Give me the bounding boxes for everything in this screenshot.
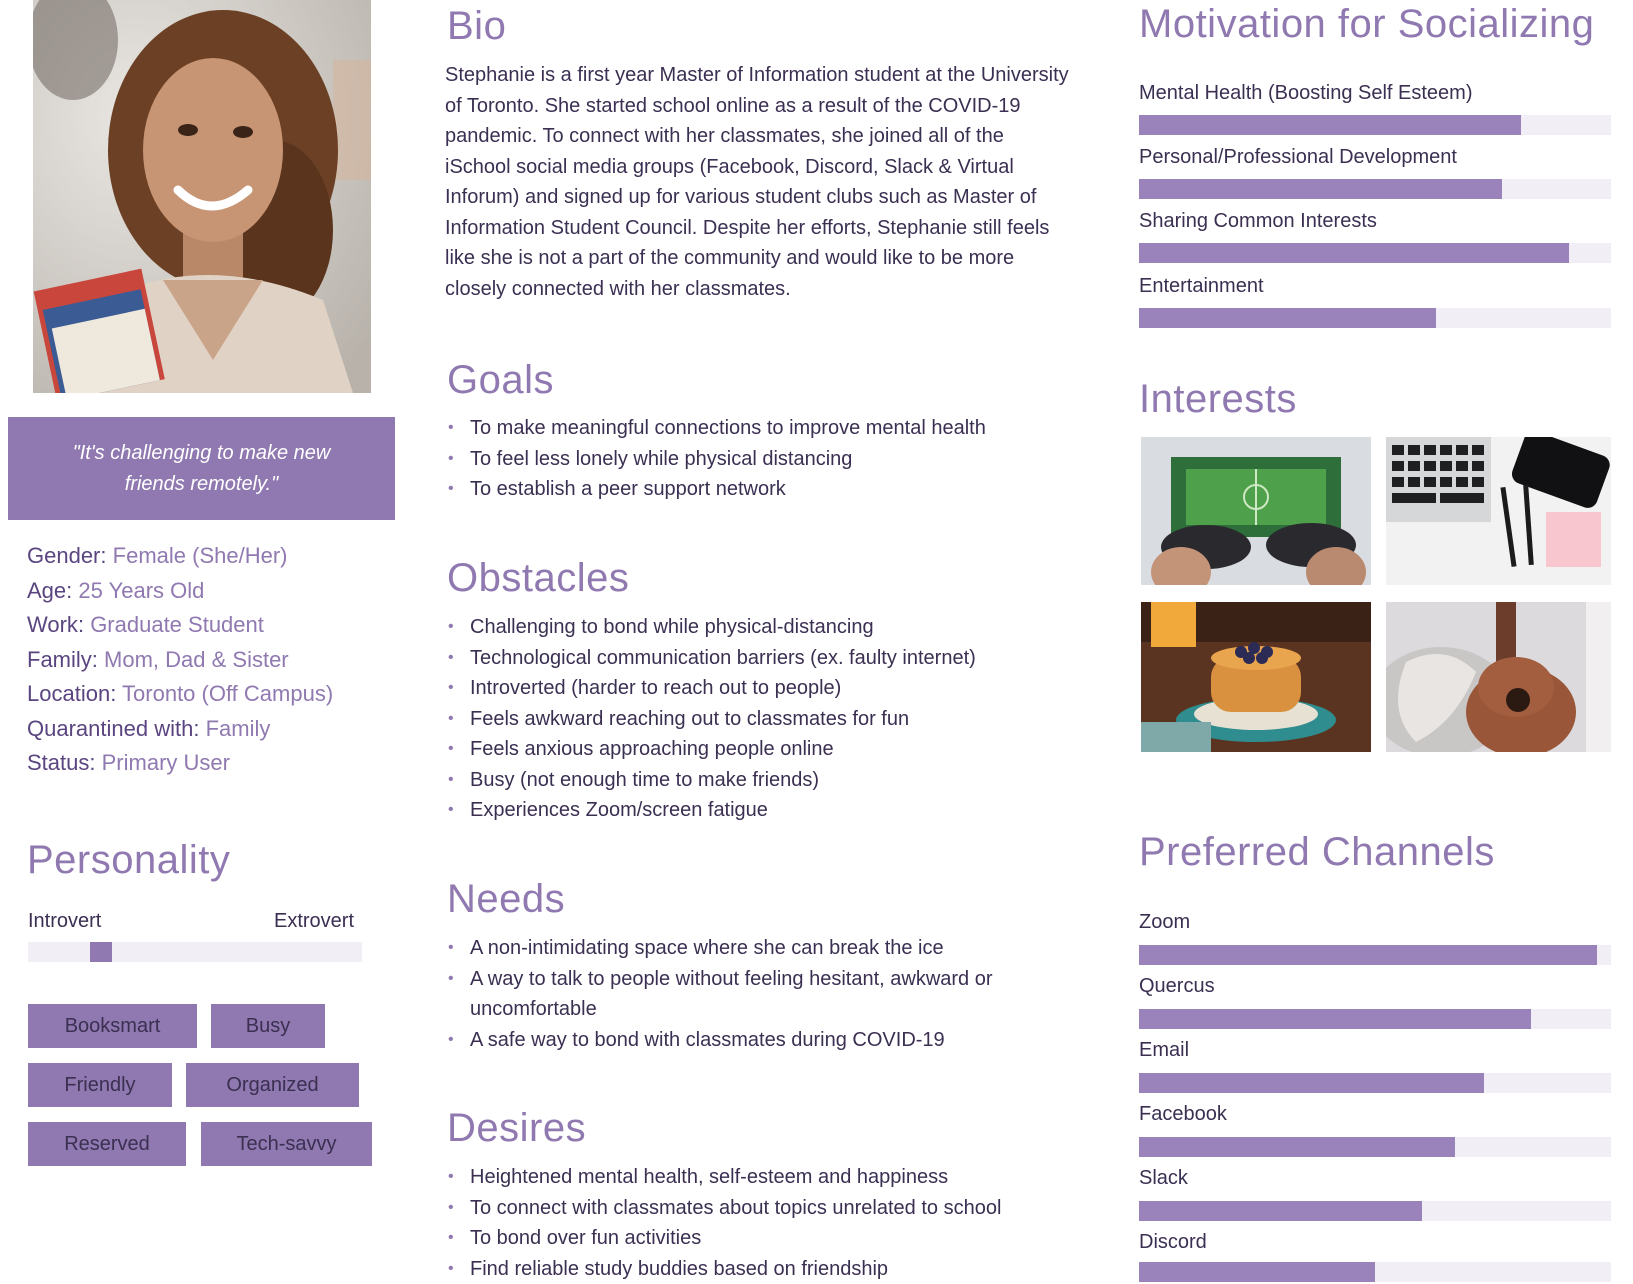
list-item: • Find reliable study buddies based on friendship bbox=[448, 1254, 1088, 1284]
bio-title: Bio bbox=[447, 4, 506, 49]
interest-desk-workspace-image bbox=[1386, 437, 1611, 585]
personality-title: Personality bbox=[27, 838, 230, 883]
needs-title: Needs bbox=[447, 877, 565, 922]
trait-tag-tech-savvy: Tech-savvy bbox=[201, 1122, 372, 1166]
fact-work-key: Work bbox=[27, 612, 78, 637]
bio-text: Stephanie is a first year Master of Information student at the University of Toronto. She started school online as a result of the COVID-19 pandemic. To connect with her classmates, she joined all of the iSchool social media groups (Facebook, Discord, Slack & Virtual Inforum) and signed up for various student clubs such as Master of Information Student Council. Despite her efforts, Stephanie still feels like she is not a part of the community and would like to be more closely connected with her classmates. bbox=[445, 60, 1071, 304]
list-item: • To bond over fun activities bbox=[448, 1223, 1088, 1254]
motivation-bar-label: Mental Health (Boosting Self Esteem) bbox=[1139, 82, 1473, 105]
fact-status-value: Primary User bbox=[102, 750, 230, 775]
fact-status bbox=[27, 746, 387, 781]
motivation-bar-fill bbox=[1139, 308, 1436, 328]
list-item: • A way to talk to people without feeling hesitant, awkward or uncomfortable bbox=[448, 964, 1068, 1025]
channel-bar-fill bbox=[1139, 1201, 1422, 1221]
channel-bar-label: Slack bbox=[1139, 1167, 1188, 1190]
fact-sep: : bbox=[92, 647, 98, 672]
channel-bar-fill bbox=[1139, 945, 1597, 965]
motivation-bar-label: Entertainment bbox=[1139, 275, 1264, 298]
fact-family-key: Family bbox=[27, 647, 92, 672]
channel-bar-fill bbox=[1139, 1009, 1531, 1029]
channel-bar-label: Facebook bbox=[1139, 1103, 1227, 1126]
extrovert-label: Extrovert bbox=[274, 910, 354, 933]
motivation-bar-label: Personal/Professional Development bbox=[1139, 146, 1457, 169]
goals-title: Goals bbox=[447, 358, 554, 403]
persona-photo bbox=[33, 0, 371, 393]
list-item: • Feels awkward reaching out to classmates for fun bbox=[448, 704, 1068, 735]
list-item: • To connect with classmates about topics unrelated to school bbox=[448, 1193, 1088, 1224]
interest-guitar-image bbox=[1386, 602, 1611, 752]
fact-quarantined-key: Quarantined with bbox=[27, 716, 193, 741]
interest-video-games-image bbox=[1141, 437, 1371, 585]
list-item: • Technological communication barriers (ex. faulty internet) bbox=[448, 643, 1068, 674]
needs-list bbox=[448, 933, 1068, 1055]
channels-title: Preferred Channels bbox=[1139, 830, 1495, 875]
fact-sep: : bbox=[78, 612, 84, 637]
channel-bar-fill bbox=[1139, 1137, 1455, 1157]
obstacles-title: Obstacles bbox=[447, 556, 629, 601]
fact-quarantined bbox=[27, 712, 387, 747]
persona-quote bbox=[8, 417, 395, 520]
trait-tag-busy: Busy bbox=[211, 1004, 325, 1048]
fact-gender-key: Gender bbox=[27, 543, 100, 568]
fact-age-value: 25 Years Old bbox=[78, 578, 204, 603]
fact-gender bbox=[27, 539, 387, 574]
quote-text: "It's challenging to make new friends remotely." bbox=[52, 438, 352, 500]
list-item: • A non-intimidating space where she can break the ice bbox=[448, 933, 1068, 964]
interest-pancakes-image bbox=[1141, 602, 1371, 752]
list-item: • Feels anxious approaching people online bbox=[448, 734, 1068, 765]
trait-tag-organized: Organized bbox=[186, 1063, 359, 1107]
motivation-bar-fill bbox=[1139, 243, 1569, 263]
channel-bar-track bbox=[1139, 945, 1611, 965]
channel-bar-label: Zoom bbox=[1139, 911, 1190, 934]
persona-facts bbox=[27, 539, 387, 781]
channel-bar-fill bbox=[1139, 1262, 1375, 1282]
list-item: • Experiences Zoom/screen fatigue bbox=[448, 795, 1068, 826]
channel-bar-fill bbox=[1139, 1073, 1484, 1093]
fact-family-value: Mom, Dad & Sister bbox=[104, 647, 289, 672]
personality-scale-marker bbox=[90, 942, 112, 962]
motivation-bar-track bbox=[1139, 308, 1611, 328]
channel-bar-label: Email bbox=[1139, 1039, 1189, 1062]
fact-sep: : bbox=[110, 681, 116, 706]
desires-list bbox=[448, 1162, 1088, 1284]
introvert-label: Introvert bbox=[28, 910, 101, 933]
desires-title: Desires bbox=[447, 1106, 586, 1151]
fact-work bbox=[27, 608, 387, 643]
channel-bar-track bbox=[1139, 1009, 1611, 1029]
motivation-bar-fill bbox=[1139, 115, 1521, 135]
fact-sep: : bbox=[89, 750, 95, 775]
fact-gender-value: Female (She/Her) bbox=[113, 543, 288, 568]
list-item: • Busy (not enough time to make friends) bbox=[448, 765, 1068, 796]
fact-age-key: Age bbox=[27, 578, 66, 603]
motivation-title: Motivation for Socializing bbox=[1139, 2, 1594, 47]
motivation-bar-track bbox=[1139, 243, 1611, 263]
introvert-extrovert-scale bbox=[28, 942, 362, 962]
channel-bar-label: Discord bbox=[1139, 1231, 1207, 1254]
list-item: • Challenging to bond while physical-distancing bbox=[448, 612, 1068, 643]
channel-bar-track bbox=[1139, 1262, 1611, 1282]
channel-bar-track bbox=[1139, 1073, 1611, 1093]
channel-bar-label: Quercus bbox=[1139, 975, 1215, 998]
list-item: • Heightened mental health, self-esteem and happiness bbox=[448, 1162, 1088, 1193]
fact-sep: : bbox=[193, 716, 199, 741]
trait-tag-friendly: Friendly bbox=[28, 1063, 172, 1107]
trait-tag-reserved: Reserved bbox=[28, 1122, 186, 1166]
motivation-bar-fill bbox=[1139, 179, 1502, 199]
channel-bar-track bbox=[1139, 1137, 1611, 1157]
motivation-bar-track bbox=[1139, 115, 1611, 135]
fact-age bbox=[27, 574, 387, 609]
fact-status-key: Status bbox=[27, 750, 89, 775]
persona-photo-illustration bbox=[33, 0, 371, 393]
list-item: • To make meaningful connections to improve mental health bbox=[448, 413, 1068, 444]
list-item: • A safe way to bond with classmates during COVID-19 bbox=[448, 1025, 1068, 1056]
motivation-bar-label: Sharing Common Interests bbox=[1139, 210, 1377, 233]
list-item: • To establish a peer support network bbox=[448, 474, 1068, 505]
fact-work-value: Graduate Student bbox=[90, 612, 264, 637]
fact-sep: : bbox=[100, 543, 106, 568]
fact-quarantined-value: Family bbox=[206, 716, 271, 741]
fact-sep: : bbox=[66, 578, 72, 603]
motivation-bar-track bbox=[1139, 179, 1611, 199]
trait-tag-booksmart: Booksmart bbox=[28, 1004, 197, 1048]
goals-list bbox=[448, 413, 1068, 505]
obstacles-list bbox=[448, 612, 1068, 826]
fact-family bbox=[27, 643, 387, 678]
fact-location-value: Toronto (Off Campus) bbox=[122, 681, 333, 706]
list-item: • Introverted (harder to reach out to people) bbox=[448, 673, 1068, 704]
interests-title: Interests bbox=[1139, 377, 1297, 422]
channel-bar-track bbox=[1139, 1201, 1611, 1221]
list-item: • To feel less lonely while physical distancing bbox=[448, 444, 1068, 475]
fact-location bbox=[27, 677, 387, 712]
fact-location-key: Location bbox=[27, 681, 110, 706]
